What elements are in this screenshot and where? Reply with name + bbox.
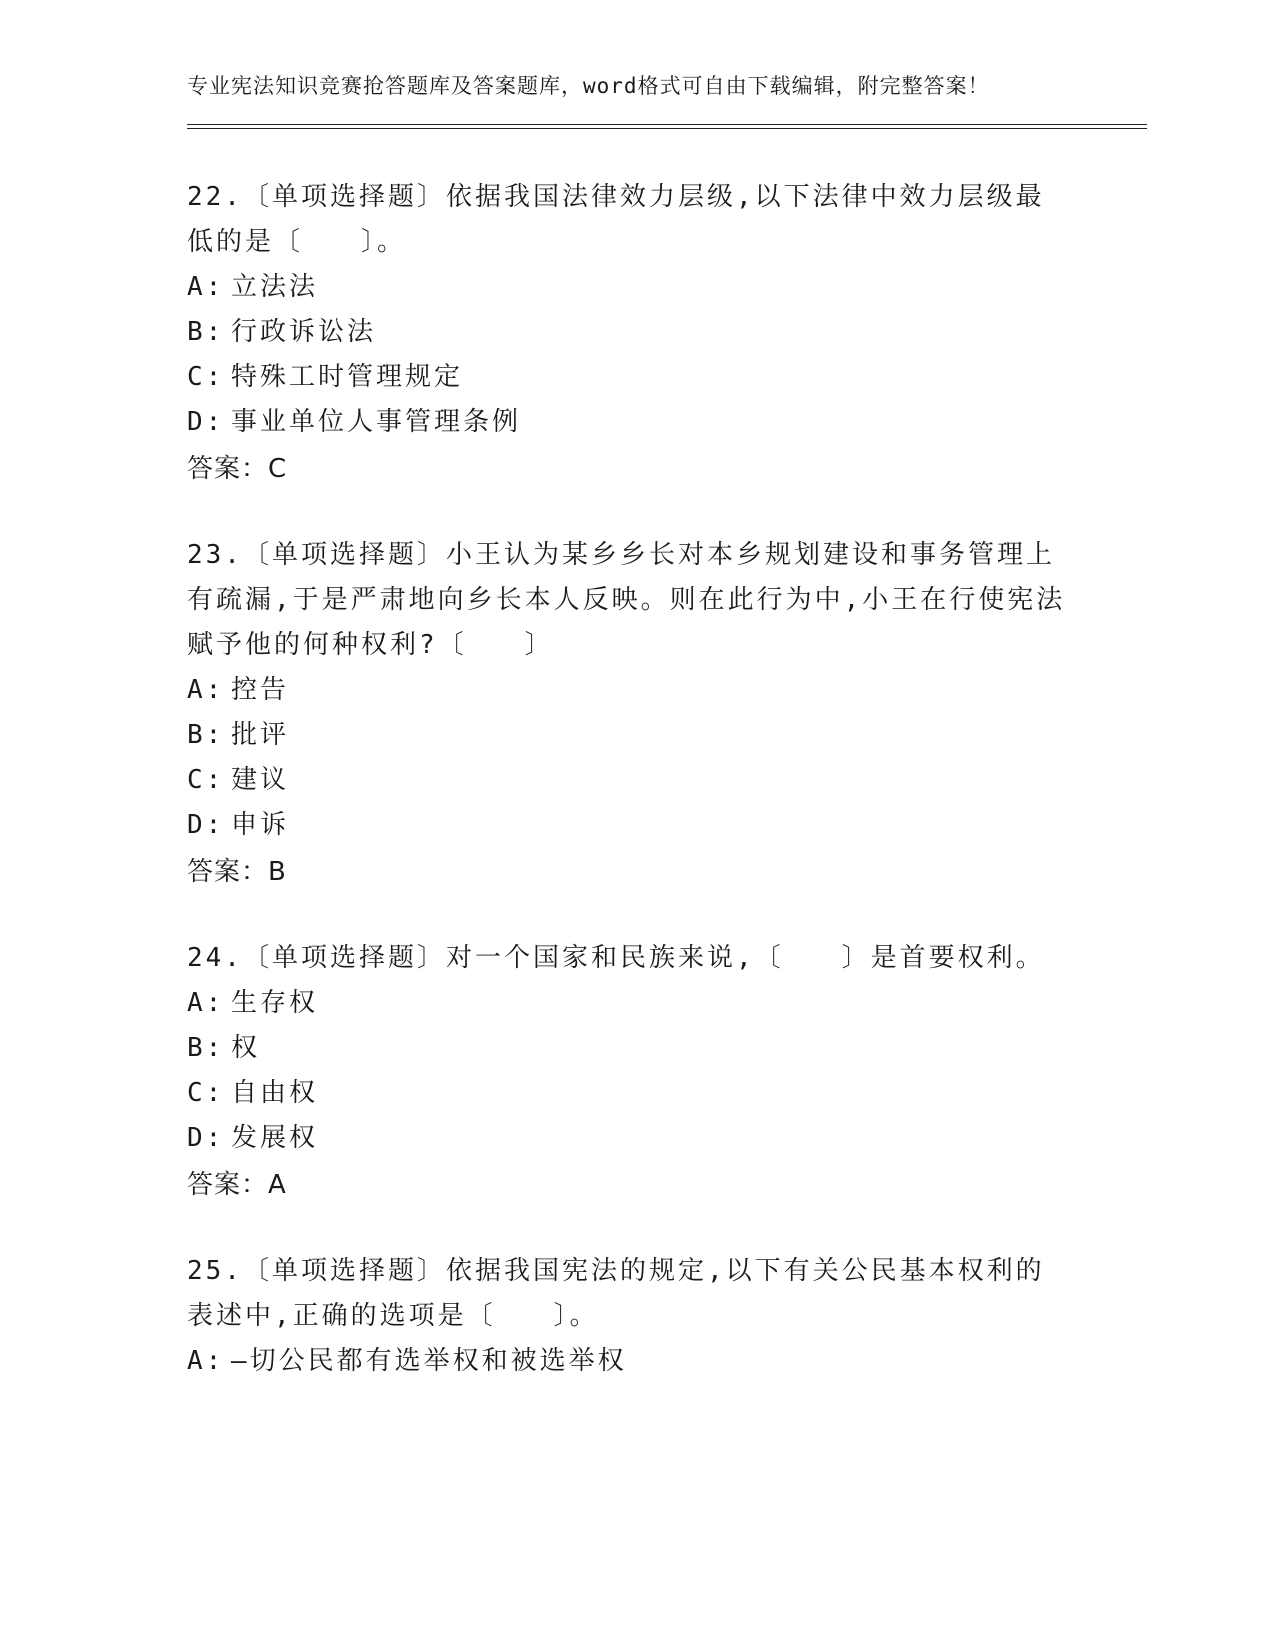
- option-text: 特殊工时管理规定: [231, 362, 464, 392]
- option-key: C:: [187, 362, 225, 392]
- option-key: A:: [187, 675, 225, 705]
- option-c: [187, 355, 1147, 400]
- option-a: [187, 981, 1147, 1026]
- option-d: [187, 400, 1147, 445]
- option-a: [187, 265, 1147, 310]
- question-text: 22.〔单项选择题〕依据我国法律效力层级,以下法律中效力层级最低的是〔 〕。: [187, 182, 1045, 257]
- option-text: 生存权: [231, 988, 319, 1018]
- answer-line: 答案：B: [187, 857, 287, 887]
- option-c: [187, 1071, 1147, 1116]
- option-key: A:: [187, 988, 225, 1018]
- option-key: A:: [187, 1346, 225, 1376]
- option-key: C:: [187, 1078, 225, 1108]
- question-list: [187, 175, 1147, 1384]
- option-a: [187, 668, 1147, 713]
- question-22: [187, 175, 1147, 493]
- option-b: [187, 310, 1147, 355]
- option-key: D:: [187, 1123, 225, 1153]
- option-text: 自由权: [231, 1078, 319, 1108]
- option-text: 权: [231, 1033, 261, 1063]
- option-key: B:: [187, 317, 225, 347]
- question-25: [187, 1249, 1147, 1384]
- question-text: 24.〔单项选择题〕对一个国家和民族来说,〔 〕是首要权利。: [187, 943, 1045, 973]
- option-key: C:: [187, 765, 225, 795]
- option-text: 事业单位人事管理条例: [231, 407, 522, 437]
- header-double-rule: [187, 124, 1147, 125]
- option-b: [187, 1026, 1147, 1071]
- answer-line: 答案：A: [187, 1170, 287, 1200]
- option-key: B:: [187, 720, 225, 750]
- option-text: 发展权: [231, 1123, 319, 1153]
- document-page: [187, 70, 1147, 1424]
- option-a: [187, 1339, 1147, 1384]
- option-text: 批评: [231, 720, 290, 750]
- option-text: 建议: [231, 765, 290, 795]
- option-text: 行政诉讼法: [231, 317, 377, 347]
- option-d: [187, 1116, 1147, 1161]
- option-b: [187, 713, 1147, 758]
- option-text: 立法法: [231, 272, 319, 302]
- option-text: —切公民都有选举权和被选举权: [231, 1346, 627, 1376]
- option-key: D:: [187, 407, 225, 437]
- option-d: [187, 803, 1147, 848]
- option-key: D:: [187, 810, 225, 840]
- option-c: [187, 758, 1147, 803]
- option-text: 控告: [231, 675, 290, 705]
- question-23: [187, 533, 1147, 896]
- answer-line: 答案：C: [187, 454, 288, 484]
- option-key: B:: [187, 1033, 225, 1063]
- question-24: [187, 936, 1147, 1209]
- option-text: 申诉: [231, 810, 290, 840]
- option-key: A:: [187, 272, 225, 302]
- question-text: 23.〔单项选择题〕小王认为某乡乡长对本乡规划建设和事务管理上有疏漏,于是严肃地向乡长本人反映。则在此行为中,小王在行使宪法赋予他的何种权利?〔 〕: [187, 540, 1066, 660]
- document-header-title: 专业宪法知识竞赛抢答题库及答案题库，word格式可自由下载编辑，附完整答案！: [187, 74, 990, 98]
- question-text: 25.〔单项选择题〕依据我国宪法的规定,以下有关公民基本权利的表述中,正确的选项是〔 〕。: [187, 1256, 1045, 1331]
